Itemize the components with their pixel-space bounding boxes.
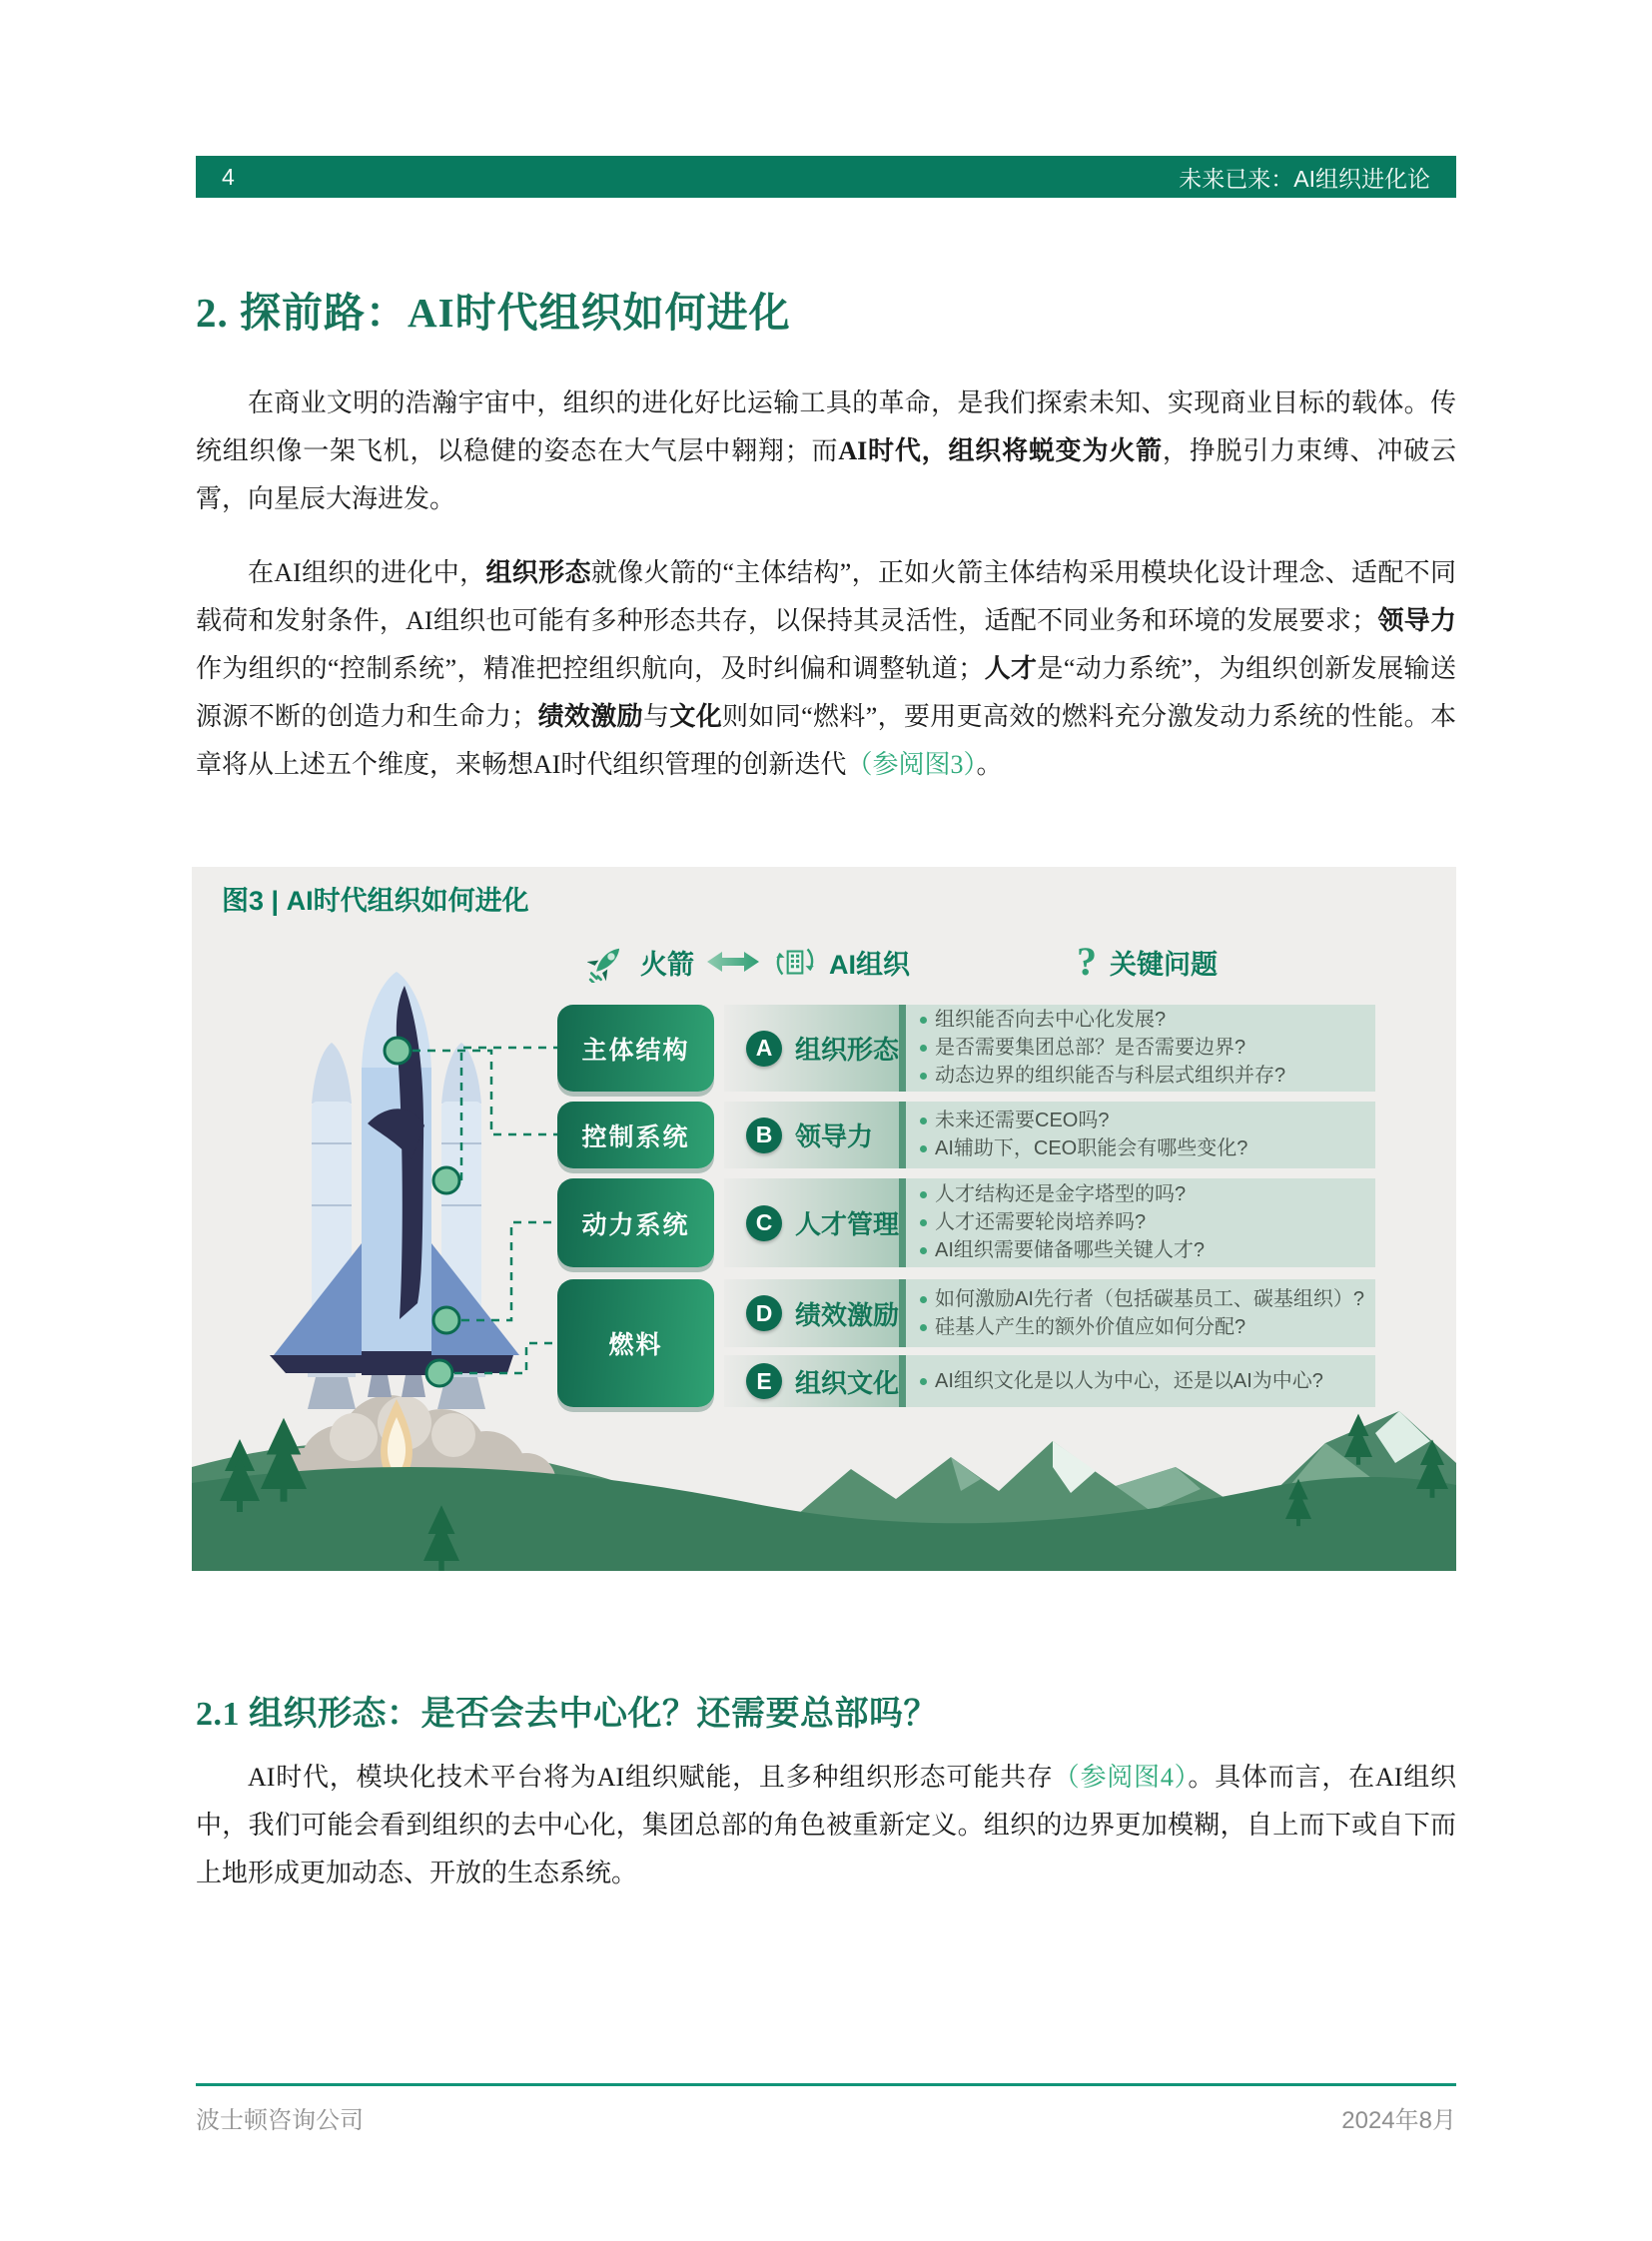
figure-legend-questions (1077, 933, 1218, 991)
figure-reference-link[interactable]: （参阅图4） (1053, 1763, 1189, 1792)
letter-badge-b: B (746, 1118, 782, 1153)
bullet-icon (920, 1045, 927, 1052)
question-text: 人才结构还是金字塔型的吗? (935, 1183, 1187, 1205)
figure-title: 图3 | AI时代组织如何进化 (222, 886, 529, 916)
legend-questions-label: 关键问题 (1110, 949, 1218, 980)
page-number: 4 (222, 163, 235, 190)
footer-date: 2024年8月 (1341, 2107, 1456, 2134)
dimension-incentive (724, 1279, 906, 1347)
bullet-icon (920, 1296, 927, 1303)
dimension-label: 组织文化 (795, 1367, 900, 1398)
legend-rocket-label: 火箭 (640, 949, 694, 980)
bullet-icon (920, 1118, 927, 1124)
paragraph-2 (196, 549, 1456, 789)
dimension-label: 人才管理 (795, 1209, 900, 1239)
letter-badge-c: C (746, 1205, 782, 1241)
dimension-label: 组织形态 (795, 1035, 900, 1065)
emphasis-text: 文化 (669, 702, 723, 731)
bullet-icon (920, 1219, 927, 1226)
question-text: AI辅助下，CEO职能会有哪些变化? (935, 1137, 1248, 1159)
emphasis-text: 组织形态 (485, 558, 591, 587)
question-item (920, 1007, 1367, 1034)
question-item (920, 1286, 1367, 1313)
text-segment: 与 (642, 702, 670, 731)
bullet-icon (920, 1191, 927, 1198)
bullet-icon (920, 1247, 927, 1254)
subsection-heading: 2.1 组织形态：是否会去中心化？还需要总部吗？ (196, 1696, 938, 1733)
footer-company: 波士顿咨询公司 (196, 2107, 364, 2134)
emphasis-text: 人才 (984, 654, 1038, 683)
section-heading: 2. 探前路：AI时代组织如何进化 (196, 290, 791, 336)
question-text: 是否需要集团总部？是否需要边界? (935, 1037, 1246, 1059)
question-item (920, 1237, 1367, 1264)
figure-reference-link[interactable]: （参阅图3） (846, 750, 977, 779)
questions-culture (906, 1355, 1375, 1407)
question-text: 如何激励AI先行者（包括碳基员工、碳基组织）? (935, 1287, 1365, 1310)
emphasis-text: 绩效激励 (537, 702, 643, 731)
text-segment: 是“动力系统”，为组织创新发展输送源源不断的创造力和生命力； (196, 654, 1456, 731)
rocket-icon (587, 941, 629, 983)
question-text: 动态边界的组织能否与科层式组织并存? (935, 1065, 1286, 1087)
text-segment: 则如同“燃料”，要用更高效的燃料充分激发动力系统的性能。本章将从上述五个维度，来畅想AI时代组织管理的创新迭代 (196, 702, 1456, 779)
text-segment: 作为组织的“控制系统”，精准把控组织航向，及时纠偏和调整轨道； (196, 654, 985, 683)
dimension-org-form (724, 1005, 906, 1092)
emphasis-text: AI时代，组织将蜕变为火箭 (838, 436, 1163, 465)
bullet-icon (920, 1378, 927, 1385)
question-text: AI组织需要储备哪些关键人才? (935, 1239, 1206, 1261)
question-mark-icon: ? (1077, 939, 1097, 984)
page-footer (196, 2083, 1456, 2135)
text-segment: 。 (976, 750, 1003, 779)
question-item (920, 1035, 1367, 1062)
question-text: 未来还需要CEO吗? (935, 1110, 1110, 1131)
paragraph-3 (196, 1754, 1456, 1897)
double-arrow-icon (705, 948, 761, 976)
questions-org-form (906, 1005, 1375, 1092)
questions-leadership (906, 1102, 1375, 1168)
question-text: 硅基人产生的额外价值应如何分配? (935, 1315, 1246, 1338)
letter-badge-d: D (746, 1295, 782, 1331)
question-item (920, 1209, 1367, 1236)
dimension-talent (724, 1178, 906, 1267)
rocket-part-structure: 主体结构 (557, 1005, 714, 1092)
question-text: 人才还需要轮岗培养吗? (935, 1211, 1147, 1233)
text-segment: 在商业文明的浩瀚宇宙中，组织的进化好比运输工具的革命，是我们探索未知、实现商业目标的载体。传统组织像一架飞机，以稳健的姿态在大气层中翱翔；而 (196, 388, 1456, 465)
bullet-icon (920, 1017, 927, 1024)
rocket-part-fuel: 燃料 (557, 1279, 714, 1407)
letter-badge-e: E (746, 1363, 782, 1399)
rocket-illustration (212, 952, 571, 1421)
bullet-icon (920, 1145, 927, 1152)
page-header (196, 156, 1456, 198)
question-item (920, 1063, 1367, 1090)
letter-badge-a: A (746, 1031, 782, 1067)
organization-cycle-icon (772, 939, 818, 985)
questions-incentive (906, 1279, 1375, 1347)
rocket-part-power: 动力系统 (557, 1178, 714, 1267)
legend-organization-label: AI组织 (829, 949, 910, 980)
text-segment: 就像火箭的“主体结构”，正如火箭主体结构采用模块化设计理念、适配不同载荷和发射条件，AI组织也可能有多种形态共存，以保持其灵活性，适配不同业务和环境的发展要求； (196, 558, 1456, 635)
header-title: 未来已来：AI组织进化论 (1179, 165, 1430, 192)
question-item (920, 1368, 1367, 1395)
emphasis-text: 领导力 (1377, 606, 1456, 635)
dimension-label: 领导力 (795, 1121, 874, 1151)
text-segment: 在AI组织的进化中， (248, 558, 486, 587)
bullet-icon (920, 1324, 927, 1331)
question-item (920, 1314, 1367, 1341)
paragraph-1 (196, 379, 1456, 523)
text-segment: AI时代，模块化技术平台将为AI组织赋能，且多种组织形态可能共存 (248, 1763, 1054, 1792)
figure-3 (192, 867, 1456, 1571)
question-item (920, 1135, 1367, 1162)
question-item (920, 1108, 1367, 1134)
dimension-label: 绩效激励 (795, 1299, 900, 1330)
dimension-culture (724, 1355, 906, 1407)
dimension-leadership (724, 1102, 906, 1168)
figure-legend (587, 933, 910, 991)
text-segment: ，挣脱引力束缚、冲破云霄，向星辰大海进发。 (196, 436, 1456, 513)
rocket-part-control: 控制系统 (557, 1102, 714, 1168)
bullet-icon (920, 1073, 927, 1080)
text-segment: 。具体而言，在AI组织中，我们可能会看到组织的去中心化，集团总部的角色被重新定义。组织的边界更加模糊，自上而下或自下而上地形成更加动态、开放的生态系统。 (196, 1763, 1456, 1887)
questions-talent (906, 1178, 1375, 1267)
question-text: AI组织文化是以人为中心，还是以AI为中心? (935, 1369, 1323, 1392)
question-text: 组织能否向去中心化发展? (935, 1009, 1167, 1031)
question-item (920, 1181, 1367, 1208)
